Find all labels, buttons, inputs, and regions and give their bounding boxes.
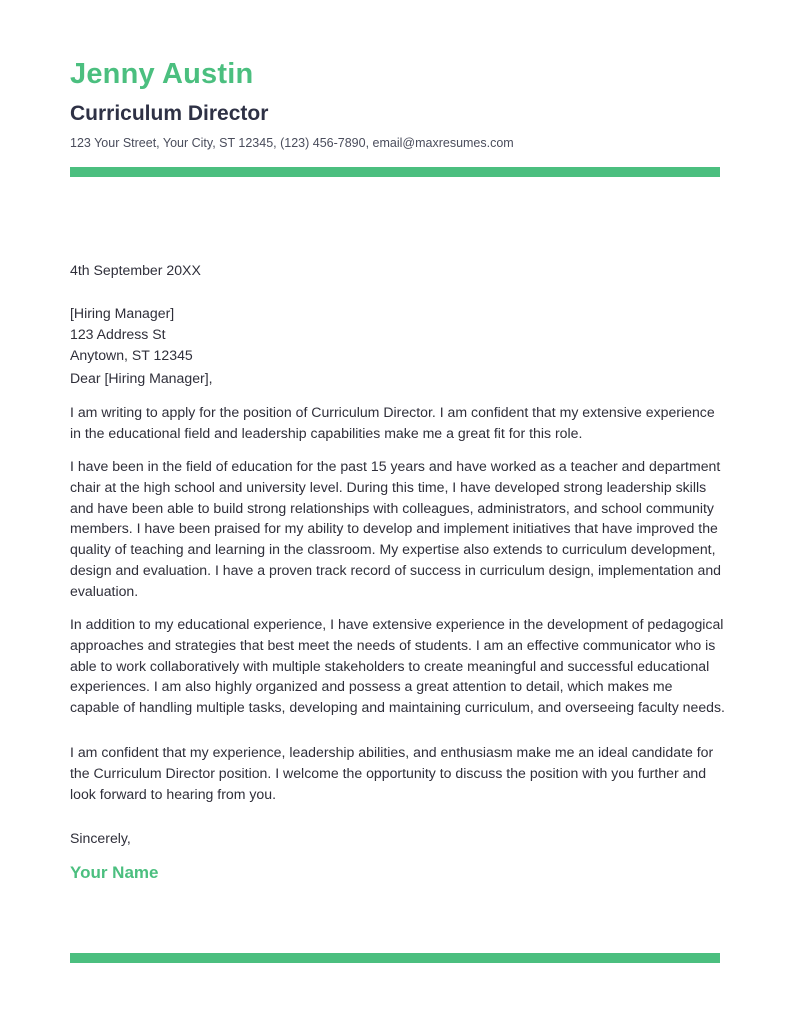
letter-date: 4th September 20XX — [70, 262, 201, 278]
header-divider — [70, 167, 720, 177]
salutation: Dear [Hiring Manager], — [70, 370, 213, 386]
job-title: Curriculum Director — [70, 102, 269, 125]
signature-name: Your Name — [70, 863, 159, 882]
body-paragraph: I am writing to apply for the position of Curriculum Director. I am confident that my extensive experience in the educational field and leadership capabilities make me a great fit for this role. — [70, 404, 715, 441]
closing: Sincerely, — [70, 830, 131, 846]
body-paragraph: I have been in the field of education for the past 15 years and have worked as a teacher and department chair at the high school and university level. During this time, I have developed strong leadership skills and have been able to build strong relationships with colleagues, administrators, and school community members. I have been praised for my ability to develop and implement initiatives that have improved the quality of teaching and learning in the classroom. My expertise also extends to curriculum development, design and evaluation. I have a proven track record of success in curriculum design, implementation and evaluation. — [70, 458, 722, 599]
recipient-line: 123 Address St — [70, 325, 166, 342]
applicant-name: Jenny Austin — [70, 58, 254, 90]
body-paragraph: I am confident that my experience, leadership abilities, and enthusiasm make me an ideal candidate for the Curriculum Director position. I welcome the opportunity to discuss the position with you further and look forward to hearing from you. — [70, 744, 714, 802]
recipient-line: Anytown, ST 12345 — [70, 346, 193, 363]
recipient-address — [70, 303, 725, 365]
body-paragraph: In addition to my educational experience, I have extensive experience in the development of pedagogical approaches and strategies that best meet the needs of students. I am an effective communicator who is able to work collaboratively with multiple stakeholders to create meaningful and successful educational experiences. I am also highly organized and possess a great attention to detail, which makes me capable of handling multiple tasks, developing and maintaining curriculum, and overseeing faculty needs. — [70, 616, 725, 716]
footer-divider — [70, 953, 720, 963]
recipient-line: [Hiring Manager] — [70, 305, 175, 321]
contact-info: 123 Your Street, Your City, ST 12345, (123) 456-7890, email@maxresumes.com — [70, 136, 514, 150]
